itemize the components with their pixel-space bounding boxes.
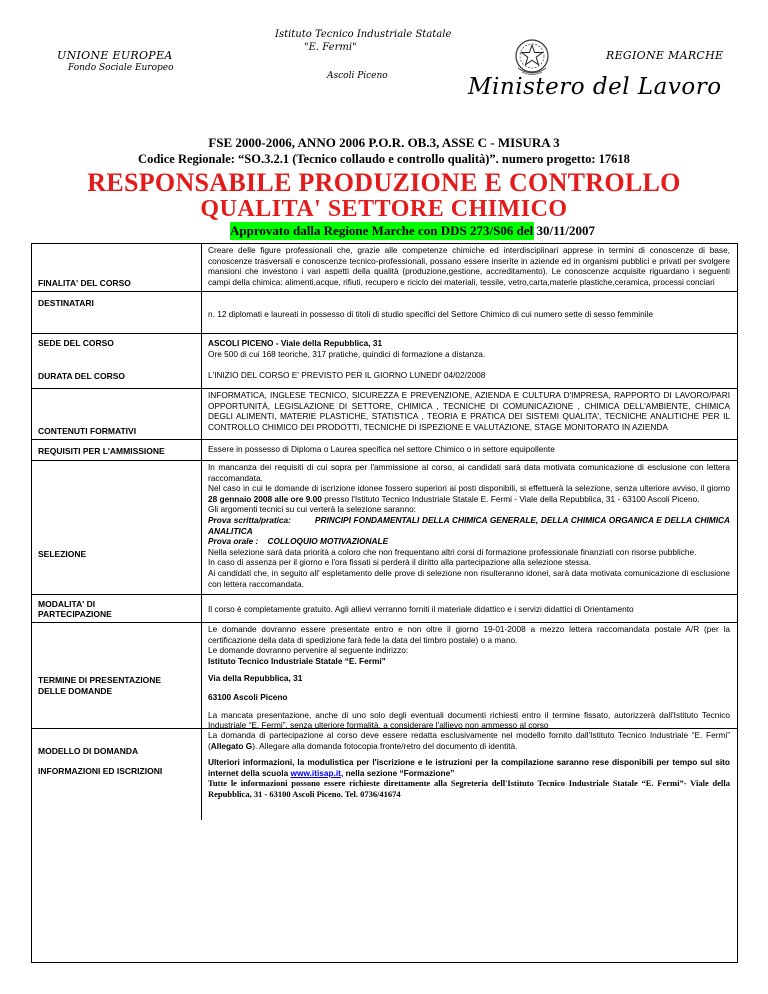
oral-test: Prova orale : COLLOQUIO MOTIVAZIONALE	[208, 536, 389, 547]
termine-address-name: Istituto Tecnico Industriale Statale “E. Fermi”	[208, 655, 386, 666]
selezione-p1: In mancanza dei requisiti di cui sopra per l'ammissione al corso, ai candidati sarà data motivata comunicazione di esclusione con lettera raccomandata.	[208, 462, 730, 483]
sede-text: ASCOLI PICENO - Viale della Repubblica, 31	[208, 338, 383, 348]
termine-address-city: 63100 Ascoli Piceno	[208, 691, 288, 702]
label-termine-1: TERMINE DI PRESENTAZIONE	[38, 675, 162, 685]
approval-banner: Approvato dalla Regione Marche con DDS 273/S06 del 30/11/2007	[230, 223, 595, 238]
label-termine-2: DELLE DOMANDE	[38, 686, 113, 696]
value-selezione	[208, 462, 730, 589]
durata-hours: Ore 500 di cui 168 teoriche, 317 pratiche, quindici di formazione a distanza.	[208, 348, 486, 359]
row-destinatari	[32, 292, 737, 334]
selezione-p5: In caso di assenza per il giorno e l'ora fissati si perderà il diritto alla partecipazione alla selezione stessa.	[208, 557, 591, 568]
value-finalita	[208, 245, 730, 287]
label-contenuti: CONTENUTI FORMATIVI	[38, 426, 137, 436]
eu-subtitle: Fondo Sociale Europeo	[68, 63, 174, 73]
regional-code-line: Codice Regionale: “SO.3.2.1 (Tecnico collaudo e controllo qualità)”. numero progetto: 17618	[138, 152, 630, 166]
row-requisiti	[32, 440, 737, 461]
ministry-logo: Ministero del Lavoro	[468, 74, 722, 100]
value-contenuti	[208, 390, 730, 432]
allegato-g: Allegato G	[210, 740, 253, 751]
institute-short-name: "E. Fermi"	[304, 42, 357, 53]
eu-title: UNIONE EUROPEA	[57, 49, 173, 62]
value-termine	[208, 624, 730, 731]
row-termine	[32, 623, 737, 729]
row-sede-durata	[32, 334, 737, 389]
label-sede: SEDE DEL CORSO	[38, 338, 114, 348]
termine-address-street: Via della Repubblica, 31	[208, 673, 303, 684]
value-modello	[208, 730, 730, 799]
region-title: REGIONE MARCHE	[606, 49, 724, 62]
row-selezione	[32, 461, 737, 595]
modello-p1: La domanda di partecipazione al corso deve essere redatta esclusivamente nel modello fornito dall'Istituto Tecnico Industriale “E. Fermi” (Allegato G). Allegare alla domanda fotocopia fronte/retro del documento di identità.	[208, 730, 730, 751]
course-title-line1: RESPONSABILE PRODUZIONE E CONTROLLO	[87, 168, 681, 197]
institute-city: Ascoli Piceno	[327, 71, 388, 81]
written-test: Prova scritta/pratica: PRINCIPI FONDAMENTALI DELLA CHIMICA GENERALE, DELLA CHIMICA ORGANICA E DELLA CHIMICA ANALITICA	[208, 514, 730, 536]
fse-program-line: FSE 2000-2006, ANNO 2006 P.O.R. OB.3, ASSE C - MISURA 3	[208, 135, 560, 150]
value-modalita	[208, 604, 730, 615]
destinatari-text: n. 12 diplomati e laureati in possesso di titoli di studio specifici del Settore Chimico di cui numero sette di sesso femminile	[208, 309, 654, 319]
value-destinatari	[208, 309, 730, 320]
label-requisiti: REQUISITI PER L'AMMISSIONE	[38, 446, 165, 456]
contenuti-text: INFORMATICA, INGLESE TECNICO, SICUREZZA E PREVENZIONE, AZIENDA E CULTURA D'IMPRESA, RAPPORTO DI LAVORO/PARI OPPORTUNITÀ, LEGISLAZIONE DI SETTORE, CHIMICA , TECNICHE DI COMUNICAZIONE , CHIMICA DELL'AMBIENTE, CHIMICA DEGLI ALIMENTI, MATERIE PLASTICHE, STATISTICA , TEORIA E PRATICA DEI SISTEMI QUALITA', TECNICHE ANALITICHE PER IL CONTROLLO CHIMICO DEI PRODOTTI, TECNICHE DI ISPEZIONE E VALUTAZIONE, STAGE MONITORATO IN AZIENDA	[208, 390, 730, 432]
selezione-p3: Gli argomenti tecnici su cui verterà la selezione saranno:	[208, 504, 416, 515]
termine-p1: Le domande dovranno essere presentate entro e non oltre il giorno 19-01-2008 a mezzo lettera raccomandata postale A/R (per la certificazione della data di spedizione farà fede la data del timbro postale) o a mano.	[208, 624, 730, 645]
value-sede-durata	[208, 338, 730, 381]
value-requisiti	[208, 444, 730, 455]
label-durata: DURATA DEL CORSO	[38, 371, 126, 381]
termine-p2: Le domande dovranno pervenire al seguente indirizzo:	[208, 645, 409, 656]
modello-p2: Ulteriori informazioni, la modulistica per l'iscrizione e le istruzioni per la compilazione saranno rese disponibili per tempo sul sito internet della scuola www.itisap.it, nella sezione “Formazione”	[208, 757, 730, 778]
course-info-table	[31, 243, 738, 963]
course-title-line2: QUALITA' SETTORE CHIMICO	[200, 196, 568, 222]
row-finalita	[32, 244, 737, 292]
termine-p6: La mancata presentazione, anche di uno solo degli eventuali documenti richiesti entro il termine fissato, autorizzerà dall'Istituto Tecnico Industriale “E. Fermi”, senza ulteriore formalità, a considerare l'allievo non ammesso al corso	[208, 709, 730, 731]
row-modello	[32, 729, 737, 820]
institute-name: Istituto Tecnico Industriale Statale	[275, 29, 452, 40]
finalita-text: Creare delle figure professionali che, grazie alle competenze chimiche ed interdisciplinari apprese in termini di conoscenze di base, conoscenze trasversali e conoscenze tecnico-professionali, possano essere inserite in aziende ed in organismi pubblici e privati per svolgere mansioni che investono i vari aspetti della qualità (produzione,gestione, accreditamento). Le conoscenze acquisite riguardano i seguenti campi della chimica: alimenti,acque, rifiuti, recupero e riciclo dei materiali, tessile, vetro,carta,materie plastiche,ceramica, processi conciari	[208, 245, 730, 287]
label-finalita: FINALITA' DEL CORSO	[38, 278, 131, 288]
requisiti-text: Essere in possesso di Diploma o Laurea specifica nel settore Chimico o in settore equipollente	[208, 444, 555, 454]
selezione-p2: Nel caso in cui le domande di iscrizione idonee fossero superiori ai posti disponibili, si effettuerà la selezione, senza ulteriore avviso, il giorno 28 gennaio 2008 alle ore 9.00 presso l'Istituto Tecnico Industriale Statale E. Fermi - Viale della Repubblica, 31 - 63100 Ascoli Piceno.	[208, 483, 730, 504]
selection-date: 28 gennaio 2008 alle ore 9.00	[208, 493, 322, 504]
label-selezione: SELEZIONE	[38, 549, 87, 559]
modalita-text: Il corso è completamente gratuito. Agli allievi verranno forniti il materiale didattico e i servizi didattici di Orientamento	[208, 604, 634, 614]
durata-start: L'INIZIO DEL CORSO E' PREVISTO PER IL GIORNO LUNEDI' 04/02/2008	[208, 370, 486, 381]
selezione-p6: Ai candidati che, in seguito all' espletamento delle prove di selezione non risulteranno idonei, sarà data motivata comunicazione di esclusione con lettera raccomandata.	[208, 567, 730, 589]
row-modalita	[32, 595, 737, 623]
label-modello: MODELLO DI DOMANDA	[38, 746, 139, 756]
label-modalita-1: MODALITA' DI	[38, 599, 96, 609]
label-modalita-2: PARTECIPAZIONE	[38, 609, 112, 619]
label-destinatari: DESTINATARI	[38, 298, 94, 308]
school-website-link[interactable]: www.itisap.it	[290, 767, 341, 778]
modello-p3: Tutte le informazioni possono essere richieste direttamente alla Segreteria dell'Istituto Tecnico Industriale Statale “E. Fermi”- Viale della Repubblica, 31 - 63100 Ascoli Piceno. Tel. 0736/41674	[208, 778, 730, 799]
selezione-p4: Nella selezione sarà data priorità a coloro che non frequentano altri corsi di formazione professionale finanziati con risorse pubbliche.	[208, 546, 697, 557]
label-informazioni: INFORMAZIONI ED ISCRIZIONI	[38, 766, 163, 776]
row-contenuti	[32, 389, 737, 440]
